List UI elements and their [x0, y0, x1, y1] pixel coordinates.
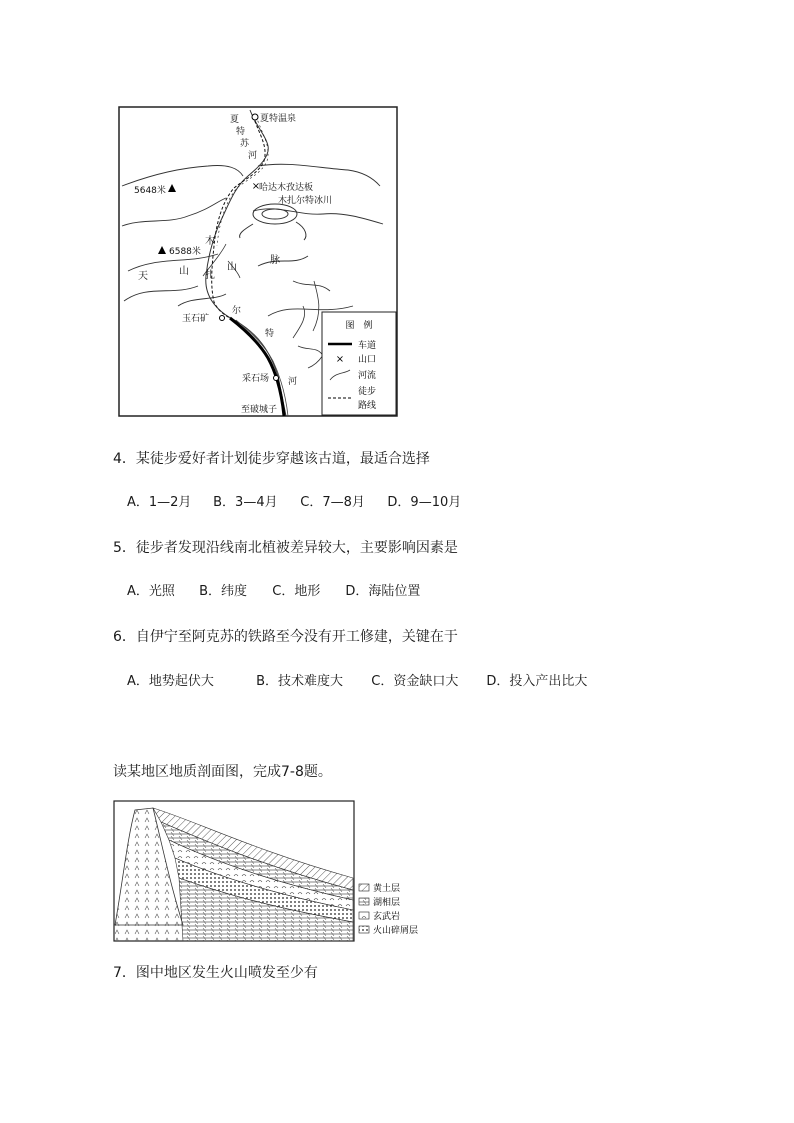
- volcanic-base: [115, 925, 183, 941]
- option-d: D．9—10月: [387, 495, 462, 510]
- geologic-section-figure: [113, 800, 443, 942]
- pass-label: 哈达木孜达板: [259, 183, 314, 193]
- legend-title: 图 例: [345, 321, 373, 331]
- mountain-char: 山: [179, 266, 189, 277]
- mountain-char: 天: [138, 271, 148, 282]
- legend-label: 路线: [358, 401, 377, 411]
- mountain-char: 脉: [270, 255, 280, 266]
- mountain-char: 山: [227, 262, 237, 273]
- river-char: 尔: [232, 306, 242, 316]
- quarry-label: 采石场: [242, 374, 270, 384]
- lacustrine-icon: [359, 898, 369, 905]
- mountain-char: 扎: [205, 270, 215, 281]
- glacier-label: 木扎尔特冰川: [278, 196, 333, 206]
- option-b: B．3—4月: [213, 495, 278, 510]
- question-6-options: [127, 673, 587, 691]
- question-4-options: [127, 494, 461, 512]
- option-b: B．纬度: [199, 584, 248, 599]
- question-6-stem: 6．自伊宁至阿克苏的铁路至今没有开工修建，关键在于: [113, 629, 458, 645]
- river-char: 苏: [240, 139, 250, 149]
- geo-legend-label: 玄武岩: [373, 912, 401, 922]
- pass-cross-icon: ×: [251, 181, 261, 192]
- geo-legend-label: 湖相层: [373, 898, 401, 908]
- loess-icon: [359, 884, 369, 891]
- question-5-options: [127, 583, 420, 601]
- jade-mine-point: [220, 316, 225, 321]
- option-c: C．资金缺口大: [371, 674, 459, 689]
- option-c: C．地形: [272, 584, 321, 599]
- pass-cross-icon: ×: [335, 354, 345, 365]
- option-b: B．技术难度大: [256, 674, 344, 689]
- geo-legend-label: 黄土层: [373, 884, 401, 894]
- to-city-label: 至破城子: [241, 405, 278, 415]
- pyroclastic-icon: [359, 926, 369, 933]
- option-d: D．海陆位置: [345, 584, 421, 599]
- option-d: D．投入产出比大: [486, 674, 588, 689]
- peak1-label: 5648米: [134, 186, 166, 196]
- quarry-point: [274, 376, 279, 381]
- question-5-stem: 5．徒步者发现沿线南北植被差异较大，主要影响因素是: [113, 540, 458, 556]
- question-4-stem: 4．某徒步爱好者计划徒步穿越该古道，最适合选择: [113, 451, 430, 467]
- basalt-icon: [359, 912, 369, 919]
- mountain-char: 木: [205, 236, 215, 247]
- geo-legend: [359, 882, 418, 936]
- legend-label: 河流: [358, 371, 377, 381]
- route-map: [118, 106, 398, 417]
- route-map-figure: [118, 106, 398, 417]
- option-a: A．光照: [127, 584, 175, 599]
- river-char: 河: [288, 377, 298, 387]
- question-7-stem: 7．图中地区发生火山喷发至少有: [113, 965, 318, 981]
- hot-spring-point: [252, 114, 258, 120]
- option-a: A．1—2月: [127, 495, 192, 510]
- peak2-label: 6588米: [169, 247, 201, 257]
- geo-legend-label: 火山碎屑层: [373, 926, 419, 936]
- legend-label: 徒步: [358, 387, 377, 397]
- section-intro: 读某地区地质剖面图，完成7-8题。: [113, 764, 332, 780]
- river-char: 河: [248, 151, 258, 161]
- option-a: A．地势起伏大: [127, 674, 214, 689]
- map-legend: [322, 312, 396, 415]
- hot-spring-label: 夏特温泉: [260, 114, 297, 124]
- legend-label: 山口: [358, 355, 377, 365]
- river-char: 夏: [230, 115, 240, 125]
- river-char: 特: [265, 329, 275, 339]
- legend-label: 车道: [358, 341, 377, 351]
- river-char: 特: [236, 127, 246, 137]
- jade-mine-label: 玉石矿: [182, 314, 210, 324]
- option-c: C．7—8月: [300, 495, 365, 510]
- geologic-section: [113, 800, 443, 942]
